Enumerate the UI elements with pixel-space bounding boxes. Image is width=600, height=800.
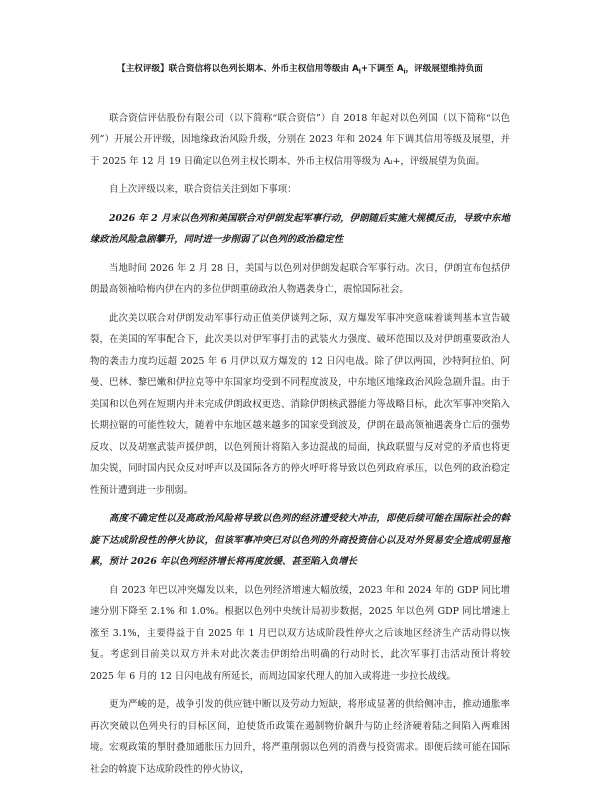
title-mid: +下调至 A xyxy=(360,64,404,74)
paragraph-conflict-analysis: 此次美以联合对伊朗发动军事行动正值美伊谈判之际，双方爆发军事冲突意味着谈判基本宣告破裂，在美国的军事配合下，此次美以对伊军事打击的武装火力强度、破坏范围以及对伊朗重要政治人物的袭击力度均远超 2025 年 6 月伊以双方爆发的 12 日闪电战。除了伊以两国，沙特阿拉伯、阿曼、巴林、黎巴嫩和伊拉克等中东国家均受到不同程度波及，中东地区地缘政治风险急剧升温。由于美国和以色列在短期内并未完成伊朗政权更迭、消除伊朗核武器能力等战略目标，此次军事冲突陷入长期拉锯的可能性较大，随着中东地区越来越多的国家受到波及，伊朗在最高领袖遇袭身亡后的强势反攻、以及胡塞武装声援伊朗，以色列预计将陷入多边混战的局面，执政联盟与反对党的矛盾也将更加尖锐，同时国内民众反对呼声以及国际各方的停火呼吁将导致以色列政府承压，以色列的政治稳定性预计遭到进一步削弱。 xyxy=(90,312,510,496)
paragraph-intro: 联合资信评估股份有限公司（以下简称“联合资信”）自 2018 年起对以色列国（以下简称“以色列”）开展公开评级，因地缘政治风险升级，分别在 2023 年和 2024 年下调其信用等级及展望，并于 2025 年 12 月 19 日确定以色列主权长期本、外币主权信用等级为 Aₗ+，评级展望为负面。 xyxy=(90,112,510,167)
section-heading-2: 高度不确定性以及高政治风险将导致以色列的经济遭受较大冲击，即使后续可能在国际社会的斡旋下达成阶段性的停火协议，但该军事冲突已对以色列的外商投资信心以及对外贸易安全造成明显拖累，预计 2026 年以色列经济增长将再度放缓、甚至陷入负增长 xyxy=(90,513,510,568)
paragraph-gdp-growth: 自 2023 年巴以冲突爆发以来，以色列经济增速大幅放缓，2023 年和 2024 年的 GDP 同比增速分别下降至 2.1% 和 1.0%。根据以色列中央统计局初步数据，2025 年以色列 GDP 同比增速上涨至 3.1%，主要得益于自 2025 年 1 月巴以双方达成阶段性停火之后该地区经济生产活动得以恢复。考虑到目前美以双方并未对此次袭击伊朗给出明确的行动时长，此次军事打击活动预计将较 2025 年 6 月的 12 日闪电战有所延长，而周边国家代理人的加入或将进一步拉长战线。 xyxy=(90,584,510,682)
title-subscript-1: l xyxy=(358,68,361,76)
paragraph-notice: 自上次评级以来，联合资信关注到如下事项： xyxy=(109,184,297,196)
title-subscript-2: i xyxy=(403,68,406,76)
paragraph-inflation: 更为严峻的是，战争引发的供应链中断以及劳动力短缺，将形成显著的供给侧冲击，推动通胀率再次突破以色列央行的目标区间，迫使货币政策在遏制物价飙升与防止经济硬着陆之间陷入两难困境。宏观政策的掣肘叠加通胀压力回升，将严重削弱以色列的消费与投资需求。即便后续可能在国际社会的斡旋下达成阶段性的停火协议， xyxy=(90,699,510,775)
paragraph-attack-date: 当地时间 2026 年 2 月 28 日，美国与以色列对伊朗发起联合军事行动。次日，伊朗宣布包括伊朗最高领袖哈梅内伊在内的多位伊朗重磅政治人物遇袭身亡，震惊国际社会。 xyxy=(90,262,510,296)
document-page xyxy=(90,62,510,787)
title-main: 【主权评级】联合资信将以色列长期本、外币主权信用等级由 A xyxy=(117,64,359,74)
title-end: ，评级展望维持负面 xyxy=(405,64,483,74)
document-title xyxy=(90,62,510,80)
section-heading-1: 2026 年 2 月末以色列和美国联合对伊朗发起军事行动，伊朗随后实施大规模反击，导致中东地缘政治风险急剧攀升，同时进一步削弱了以色列的政治稳定性 xyxy=(90,212,510,246)
